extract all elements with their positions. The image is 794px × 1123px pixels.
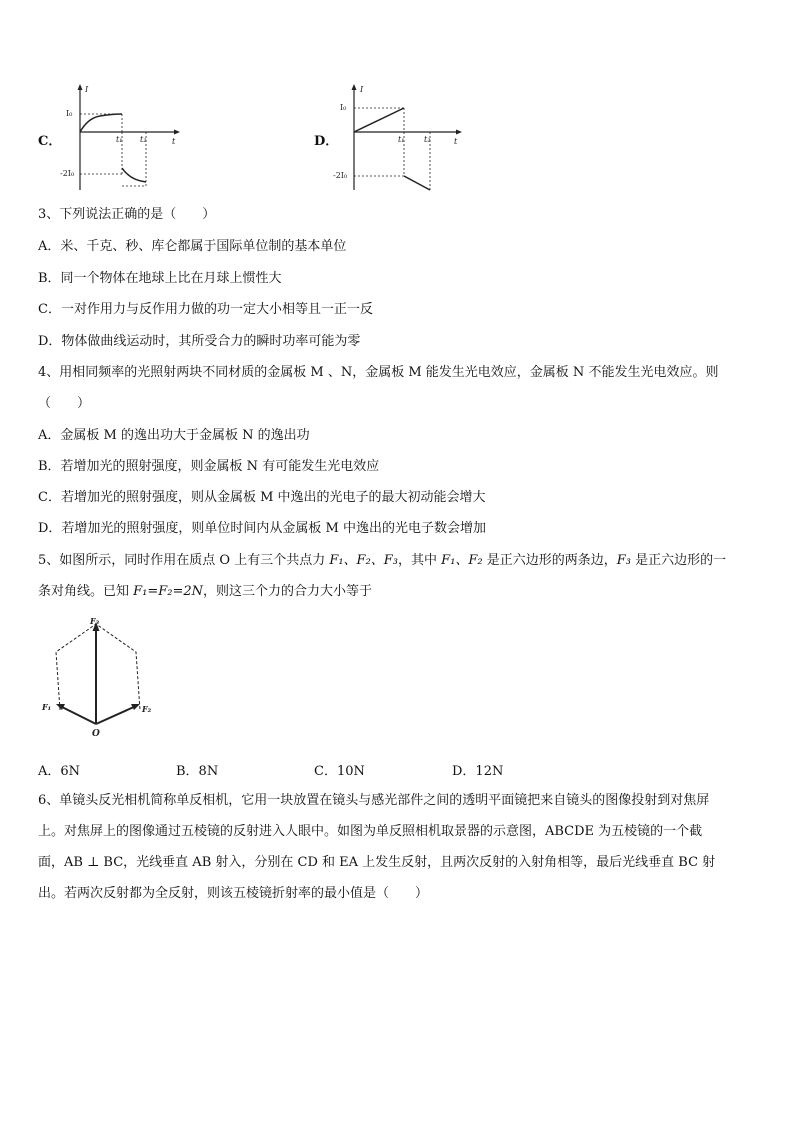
tick-i0: I₀ [66, 109, 73, 118]
q5-stem-line1 [38, 552, 726, 570]
q5-stem1-f3: F₃ [616, 553, 632, 568]
graph-c [60, 82, 190, 194]
q3-option-a: A．米、千克、秒、库仑都属于国际单位制的基本单位 [38, 239, 347, 254]
q5-stem2-eq: F₁=F₂=2N [133, 584, 204, 599]
q5-choice-b: B．8N [176, 764, 219, 779]
q5-stem-line2 [38, 583, 372, 601]
q5-choice-d: D．12N [452, 764, 504, 779]
q6-line2: 上。对焦屏上的图像通过五棱镜的反射进入人眼中。如图为单反照相机取景器的示意图，ABCDE 为五棱镜的一个截 [38, 824, 703, 839]
hexagon-force-diagram [38, 614, 158, 738]
axis-i-label: I [85, 85, 89, 94]
q4-stem-line2: （ ） [38, 396, 91, 411]
q3-option-c: C．一对作用力与反作用力做的功一定大小相等且一正一反 [38, 302, 373, 317]
q5-choice-c: C．10N [314, 764, 365, 779]
tick-t1: t₁ [398, 135, 405, 144]
q3-stem: 3、下列说法正确的是（ ） [38, 207, 216, 222]
label-f2: F₂ [142, 704, 152, 714]
graph-d [332, 82, 472, 194]
q4-option-a: A．金属板 M 的逸出功大于金属板 N 的逸出功 [38, 428, 310, 443]
label-f3: F₃ [90, 616, 100, 626]
axis-i-label: I [360, 85, 364, 94]
q5-stem1-pre: 5、如图所示，同时作用在质点 O 上有三个共点力 [38, 553, 330, 568]
q6-line1: 6、单镜头反光相机简称单反相机，它用一块放置在镜头与感光部件之间的透明平面镜把来自镜头的图像投射到对焦屏 [38, 793, 710, 808]
q5-choice-a: A．6N [38, 764, 81, 779]
tick-t2: t₂ [140, 135, 147, 144]
label-f1: F₁ [42, 702, 52, 712]
q4-option-c: C．若增加光的照射强度，则从金属板 M 中逸出的光电子的最大初动能会增大 [38, 490, 486, 505]
tick-i0: I₀ [340, 103, 347, 112]
q4-stem-line1: 4、用相同频率的光照射两块不同材质的金属板 M 、N，金属板 M 能发生光电效应，金属板 N 不能发生光电效应。则 [38, 365, 719, 380]
option-c-label: C． [38, 134, 62, 149]
tick-m2i0: -2I₀ [333, 171, 348, 180]
option-d-label: D． [314, 134, 339, 149]
q5-stem2-pre: 条对角线。已知 [38, 584, 134, 599]
tick-t1: t₁ [116, 135, 123, 144]
tick-t2: t₂ [424, 135, 431, 144]
q5-stem1-f12: F₁、F₂ [441, 553, 483, 568]
axis-t-label: t [172, 137, 176, 146]
q5-stem1-forces: F₁、F₂、F₃ [329, 553, 399, 568]
q4-option-d: D．若增加光的照射强度，则单位时间内从金属板 M 中逸出的光电子数会增加 [38, 521, 486, 536]
q5-stem2-post: ，则这三个力的合力大小等于 [203, 584, 373, 599]
q5-stem1-post: 是正六边形的一 [631, 553, 727, 568]
q3-option-d: D．物体做曲线运动时，其所受合力的瞬时功率可能为零 [38, 334, 361, 349]
q4-option-b: B．若增加光的照射强度，则金属板 N 有可能发生光电效应 [38, 459, 380, 474]
q6-line4: 出。若两次反射都为全反射，则该五棱镜折射率的最小值是（ ） [38, 886, 429, 901]
label-o: O [92, 729, 100, 738]
q5-stem1-mid: ，其中 [398, 553, 442, 568]
q6-line3: 面，AB ⊥ BC，光线垂直 AB 射入，分别在 CD 和 EA 上发生反射，且两次反射的入射角相等，最后光线垂直 BC 射 [38, 855, 716, 870]
q3-option-b: B．同一个物体在地球上比在月球上惯性大 [38, 271, 282, 286]
q5-stem1-mid2: 是正六边形的两条边， [482, 553, 617, 568]
axis-t-label: t [454, 137, 458, 146]
tick-m2i0: -2I₀ [60, 169, 75, 178]
